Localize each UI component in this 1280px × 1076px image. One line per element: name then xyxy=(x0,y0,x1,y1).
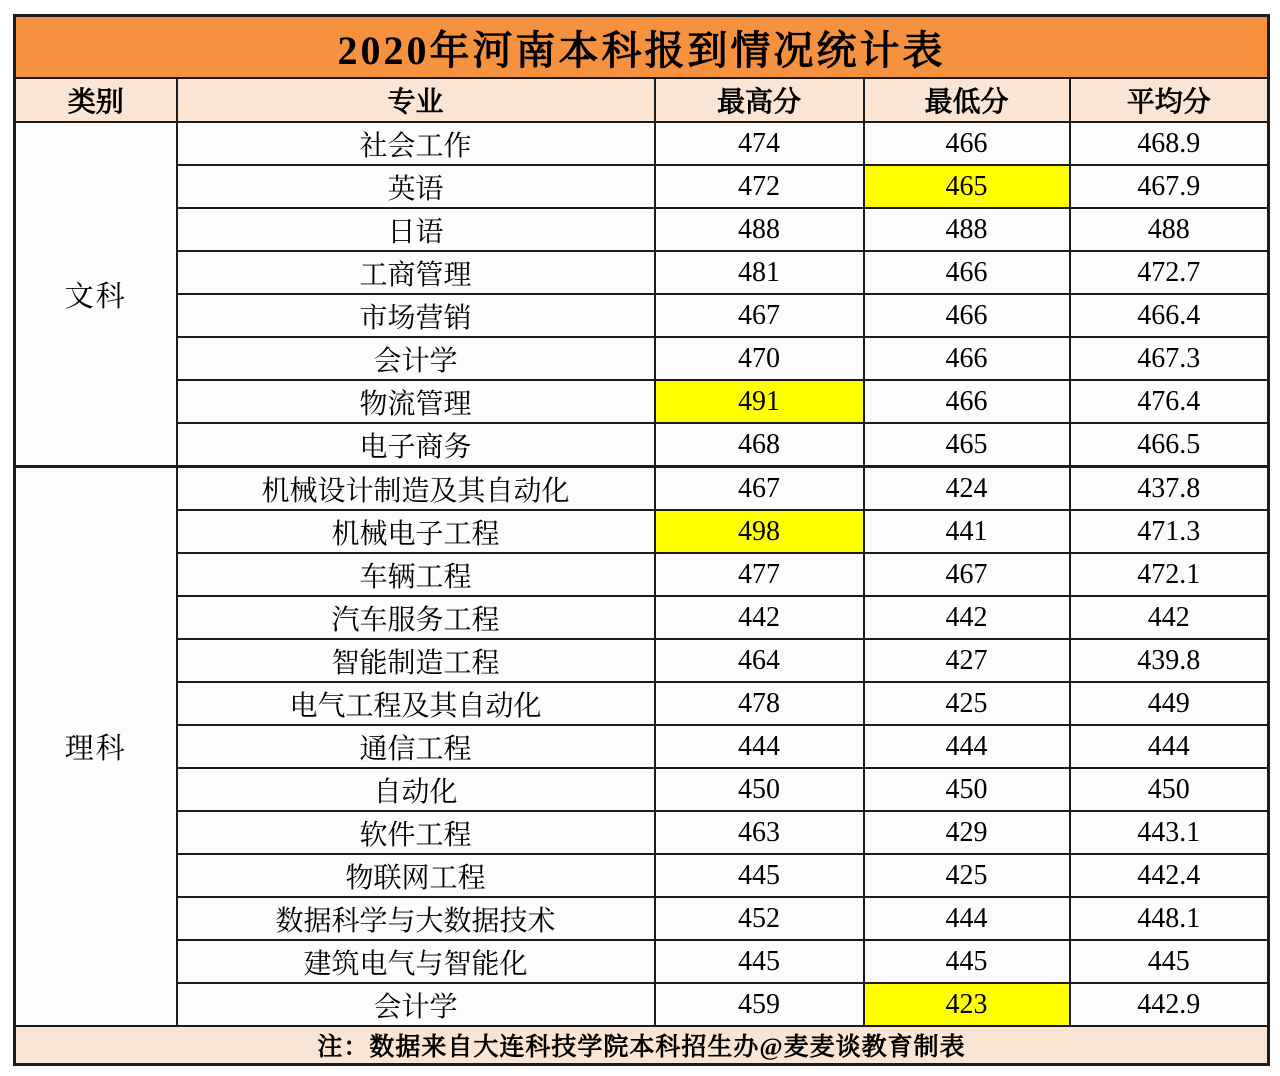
avg-score-cell: 442 xyxy=(1070,596,1269,639)
max-score-cell: 467 xyxy=(655,467,864,511)
max-score-cell: 444 xyxy=(655,725,864,768)
avg-score-cell: 439.8 xyxy=(1070,639,1269,682)
major-cell: 自动化 xyxy=(177,768,655,811)
major-cell: 日语 xyxy=(177,208,655,251)
major-cell: 车辆工程 xyxy=(177,553,655,596)
min-score-cell: 465 xyxy=(864,423,1070,467)
max-score-cell: 468 xyxy=(655,423,864,467)
report-table-container xyxy=(13,14,1267,1066)
avg-score-cell: 445 xyxy=(1070,940,1269,983)
table-row xyxy=(15,208,1269,251)
major-cell: 英语 xyxy=(177,165,655,208)
major-cell: 智能制造工程 xyxy=(177,639,655,682)
max-score-cell: 470 xyxy=(655,337,864,380)
table-row xyxy=(15,467,1269,511)
min-score-cell: 445 xyxy=(864,940,1070,983)
max-score-cell: 459 xyxy=(655,983,864,1026)
table-row xyxy=(15,423,1269,467)
avg-score-cell: 450 xyxy=(1070,768,1269,811)
max-score-cell: 450 xyxy=(655,768,864,811)
min-score-cell: 467 xyxy=(864,553,1070,596)
col-header-category: 类别 xyxy=(15,78,177,122)
max-score-cell: 491 xyxy=(655,380,864,423)
min-score-cell: 466 xyxy=(864,294,1070,337)
footer-row xyxy=(15,1026,1269,1065)
avg-score-cell: 488 xyxy=(1070,208,1269,251)
major-cell: 工商管理 xyxy=(177,251,655,294)
avg-score-cell: 442.9 xyxy=(1070,983,1269,1026)
avg-score-cell: 468.9 xyxy=(1070,122,1269,165)
max-score-cell: 472 xyxy=(655,165,864,208)
table-row xyxy=(15,251,1269,294)
major-cell: 数据科学与大数据技术 xyxy=(177,897,655,940)
table-row xyxy=(15,294,1269,337)
col-header-max-score: 最高分 xyxy=(655,78,864,122)
max-score-cell: 467 xyxy=(655,294,864,337)
avg-score-cell: 472.7 xyxy=(1070,251,1269,294)
col-header-min-score: 最低分 xyxy=(864,78,1070,122)
table-row xyxy=(15,682,1269,725)
avg-score-cell: 437.8 xyxy=(1070,467,1269,511)
major-cell: 机械电子工程 xyxy=(177,510,655,553)
max-score-cell: 452 xyxy=(655,897,864,940)
category-cell: 文科 xyxy=(15,122,177,467)
min-score-cell: 425 xyxy=(864,854,1070,897)
table-row xyxy=(15,983,1269,1026)
avg-score-cell: 466.5 xyxy=(1070,423,1269,467)
max-score-cell: 498 xyxy=(655,510,864,553)
table-row xyxy=(15,940,1269,983)
max-score-cell: 481 xyxy=(655,251,864,294)
min-score-cell: 466 xyxy=(864,337,1070,380)
min-score-cell: 444 xyxy=(864,897,1070,940)
min-score-cell: 423 xyxy=(864,983,1070,1026)
min-score-cell: 444 xyxy=(864,725,1070,768)
avg-score-cell: 444 xyxy=(1070,725,1269,768)
max-score-cell: 464 xyxy=(655,639,864,682)
table-row xyxy=(15,510,1269,553)
max-score-cell: 478 xyxy=(655,682,864,725)
table-row xyxy=(15,639,1269,682)
report-table xyxy=(13,14,1270,1066)
table-row xyxy=(15,897,1269,940)
table-body xyxy=(15,122,1269,1026)
major-cell: 软件工程 xyxy=(177,811,655,854)
category-cell: 理科 xyxy=(15,467,177,1027)
min-score-cell: 465 xyxy=(864,165,1070,208)
table-row xyxy=(15,768,1269,811)
table-row xyxy=(15,596,1269,639)
major-cell: 物联网工程 xyxy=(177,854,655,897)
max-score-cell: 445 xyxy=(655,854,864,897)
major-cell: 会计学 xyxy=(177,337,655,380)
avg-score-cell: 442.4 xyxy=(1070,854,1269,897)
table-row xyxy=(15,811,1269,854)
min-score-cell: 427 xyxy=(864,639,1070,682)
major-cell: 社会工作 xyxy=(177,122,655,165)
min-score-cell: 429 xyxy=(864,811,1070,854)
avg-score-cell: 449 xyxy=(1070,682,1269,725)
min-score-cell: 442 xyxy=(864,596,1070,639)
max-score-cell: 442 xyxy=(655,596,864,639)
avg-score-cell: 448.1 xyxy=(1070,897,1269,940)
max-score-cell: 477 xyxy=(655,553,864,596)
avg-score-cell: 466.4 xyxy=(1070,294,1269,337)
max-score-cell: 445 xyxy=(655,940,864,983)
avg-score-cell: 443.1 xyxy=(1070,811,1269,854)
avg-score-cell: 471.3 xyxy=(1070,510,1269,553)
avg-score-cell: 467.3 xyxy=(1070,337,1269,380)
table-row xyxy=(15,165,1269,208)
major-cell: 电子商务 xyxy=(177,423,655,467)
min-score-cell: 466 xyxy=(864,122,1070,165)
avg-score-cell: 467.9 xyxy=(1070,165,1269,208)
max-score-cell: 463 xyxy=(655,811,864,854)
table-row xyxy=(15,553,1269,596)
major-cell: 会计学 xyxy=(177,983,655,1026)
avg-score-cell: 472.1 xyxy=(1070,553,1269,596)
min-score-cell: 425 xyxy=(864,682,1070,725)
footer-note: 注：数据来自大连科技学院本科招生办@麦麦谈教育制表 xyxy=(15,1026,1269,1065)
table-row xyxy=(15,380,1269,423)
col-header-major: 专业 xyxy=(177,78,655,122)
major-cell: 建筑电气与智能化 xyxy=(177,940,655,983)
table-row xyxy=(15,122,1269,165)
header-row xyxy=(15,78,1269,122)
table-title: 2020年河南本科报到情况统计表 xyxy=(15,16,1269,79)
min-score-cell: 424 xyxy=(864,467,1070,511)
avg-score-cell: 476.4 xyxy=(1070,380,1269,423)
major-cell: 物流管理 xyxy=(177,380,655,423)
min-score-cell: 466 xyxy=(864,380,1070,423)
major-cell: 通信工程 xyxy=(177,725,655,768)
table-row xyxy=(15,854,1269,897)
col-header-avg-score: 平均分 xyxy=(1070,78,1269,122)
major-cell: 市场营销 xyxy=(177,294,655,337)
major-cell: 机械设计制造及其自动化 xyxy=(177,467,655,511)
min-score-cell: 450 xyxy=(864,768,1070,811)
title-row xyxy=(15,16,1269,79)
min-score-cell: 488 xyxy=(864,208,1070,251)
max-score-cell: 474 xyxy=(655,122,864,165)
min-score-cell: 441 xyxy=(864,510,1070,553)
major-cell: 电气工程及其自动化 xyxy=(177,682,655,725)
table-row xyxy=(15,725,1269,768)
min-score-cell: 466 xyxy=(864,251,1070,294)
table-row xyxy=(15,337,1269,380)
max-score-cell: 488 xyxy=(655,208,864,251)
major-cell: 汽车服务工程 xyxy=(177,596,655,639)
